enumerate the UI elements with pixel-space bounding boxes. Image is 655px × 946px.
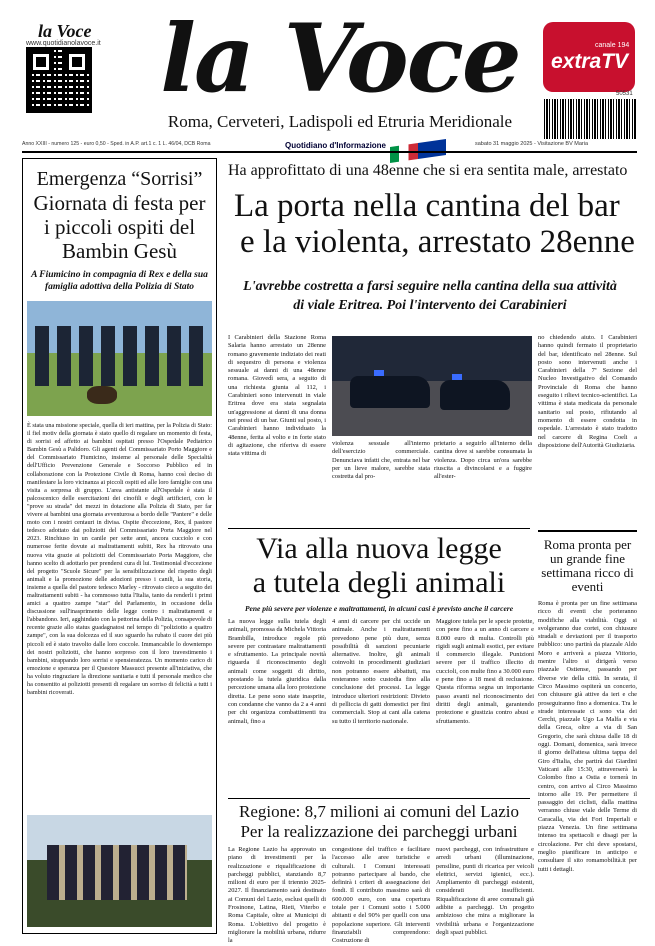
bottom-headline-line1: Regione: 8,7 milioni ai comuni del Lazio (239, 802, 519, 821)
tv-logo (543, 22, 635, 92)
logo-small: la Voce (38, 21, 92, 41)
top-col2: violenza sessuale all'interno dell'esercizio commerciale. Denunciava infatti che, entrata nel bar per un lieve malore, sarebbe stata costretta dal pro- (332, 440, 430, 481)
qr-code-icon (26, 47, 92, 113)
mid-subhead: Pene più severe per violenze e maltrattamenti, in alcuni casi è previsto anche il carcere (244, 604, 514, 613)
mid-col3: Maggiore tutela per le specie protette, con pene fino a un anno di carcere e 8.000 euro di multa. Controlli più rigidi sugli animali esotici, per evitare il commercio illegale. Punizioni severe per il traffico illecito di cuccioli, con multe fino a 30.000 euro e pene fino a 18 mesi di reclusione. Questa riforma segna un importante passo avanti nel riconoscimento dei diritti degli animali, garantendo protezione e giustizia contro abusi e sfruttamento. (436, 618, 534, 725)
right-body: Roma è pronta per un fine settimana ricco di eventi che porteranno modifiche alla viabilità. Oggi si svolgeranno due cortei, con chiusure stradali e deviazioni per il trasporto pubblico: uno partirà da piazzale Aldo Moro e arriverà a piazza Vittorio, mentre l'altro si dirigerà verso piazzale Ostiense, passando per diverse vie della città. In serata, il Circo Massimo ospiterà un concerto, con chiusure già attive da ieri e che proseguiranno fino a domenica. Tra le strade interessate ci sono via dei Cerchi, piazzale Ugo La Malfa e via della Greca, oltre a via di San Gregorio, che sarà chiusa dalle 18 di oggi. Domani, domenica, sarà invece il giorno dell'attesa ultima tappa del Giro d'Italia, che partirà dai Giardini Vaticani alle 15:30, attraverserà la Colombo fino a Ostia e tornerà in centro, con arrivo al Circo Massimo intorno alle 19. Per permettere il passaggio dei ciclisti, dalla mattina verranno chiuse viale delle Terme di Caracalla, via dei Fori Imperiali e piazza Venezia. Un fine settimana intenso tra spettacoli e disagi per la circolazione. Per chi deve spostarsi, meglio pianificare in anticipo e consultare il sito romamobilità.it per tutti i dettagli. (538, 600, 637, 873)
website[interactable]: www.quotidianolavoce.it (26, 40, 101, 47)
flags-icon (390, 139, 446, 161)
mid-col2: 4 anni di carcere per chi uccide un animale. Anche i maltrattamenti prevedono pene più dure, senza possibilità di sanzioni pecuniarie alternative. Inoltre, gli animali coinvolti in procedimenti giudiziari non potranno essere abbattuti, ma resteranno sotto custodia fino alla conclusione dei processi. La legge introduce ulteriori restrizioni: Divieto di pelliccia di gatti domestici per fini commerciali. Stop ai cani alla catena su tutto il territorio nazionale. (332, 618, 430, 725)
bottom-headline-line2: Per la realizzazione dei parcheggi urbani (240, 822, 518, 841)
tv-channel: canale 194 (595, 42, 630, 49)
barcode-icon (544, 99, 636, 139)
bottom-col1: La Regione Lazio ha approvato un piano di investimenti per la realizzazione e riqualificazione di parcheggi pubblici, stanziando 8,7 milioni di euro per il triennio 2025-2027. Il finanziamento sarà destinato ai Comuni del Lazio, esclusi quelli di Frosinone, Latina, Rieti, Viterbo e Roma Capitale, oltre ai Municipi di Roma. L'obiettivo del progetto è migliorare la mobilità urbana, ridurre la (228, 846, 326, 945)
left-bottom-photo (27, 815, 212, 927)
tv-logo-text: extraTV (551, 50, 629, 73)
mid-col1: La nuova legge sulla tutela degli animali, promossa da Michela Vittoria Brambilla, introduce regole più severe per contrastare maltrattamenti e sfruttamento. La principale novità riguarda il riconoscimento degli animali come soggetti di diritto, spostando la tutela giuridica dalla percezione umana alla loro protezione diretta. Le pene sono state inasprite, con condanne che vanno da 2 a 4 anni per chi organizza combattimenti tra animali, fino a (228, 618, 326, 725)
tagline: Roma, Cerveteri, Ladispoli ed Etruria Meridionale (167, 112, 513, 131)
left-story (22, 158, 217, 934)
barcode-number: 50531 (616, 91, 633, 97)
top-col3: prietario a seguirlo all'interno della cantina dove si sarebbe consumata la violenza. Dopo circa un'ora sarebbe riuscita a divincolarsi e a fuggire all'ester- (434, 440, 532, 481)
masthead-title: la Voce (160, 4, 520, 114)
carabinieri-photo (332, 336, 532, 436)
top-headline-line2: e la violenta, arrestato 28enne (240, 224, 635, 260)
bottom-col3: nuovi parcheggi, con infrastrutture e arredi urbani (illuminazione, pensiline, punti di ricarica per veicoli elettrici, servizi igienici, ecc.). Ampliamento di parcheggi esistenti, considerati insufficienti. Riqualificazione di aree comunali già adibite a parcheggi. Un progetto ambizioso che mira a migliorare la vivibilità urbana e l'organizzazione degli spazi pubblici. (436, 846, 534, 936)
top-headline-line1: La porta nella cantina del bar (234, 188, 620, 224)
newspaper-type: Quotidiano d'Informazione (285, 141, 387, 150)
top-col1: I Carabinieri della Stazione Roma Salaria hanno arrestato un 28enne romano gravemente indiziato dei reati di sequestro di persona e violenza sessuale ai danni di una 48enne romana. Giovedì sera, a seguito di una richiesta giunta al 112, i Carabinieri sono intervenuti in viale Eritrea dove era stata segnalata un'aggressione ai danni di una donna nei pressi di un bar. Giunti sul posto, i Carabinieri hanno individuato la 48enne, ferita al volto e in forte stato di agitazione, che riferiva di essere stata vittima di (228, 334, 326, 458)
right-story (538, 530, 637, 934)
left-body: È stata una missione speciale, quella di ieri mattina, per la Polizia di Stato: il fiel motiv della giornata è stato quello di regalare un momento di festa, di sorrisi ed affetto ai bambini ospitati presso l'Ospedale Pediatrico Bambin Gesù a Palidoro. Gli agenti del Commissariato Porto Maggiore e del Commissariato Fiumicino, insieme al personale delle Specialità dell'Ufficio Prevenzione Generale e Soccorso Pubblico ed in collaborazione con la Protezione Civile di Roma, hanno così deciso di manifestare la loro vicinanza ai piccoli ospiti ed alle loro famiglie con una visita a sorpresa di gruppo. L'area antistante all'Ospedale è stata il palcoscenico delle esercitazioni dei cinofili e degli artificieri, con le "prove su strada" dei mezzi in dotazione alla Polizia di Stato, per far vivere ai bambini una giornata avventurosa a bordo delle "Pantere" e delle moto con i nostri centauri in divisa. Ospite d'eccezione, Rex, il pastore tedesco adottato dai poliziotti del Commissariato Porta Maggiore nel 2023. Rinchiuso in un canile per sette anni, ancora cucciolo e con numerose ferite dovute ai maltrattamenti subiti, Rex ha ritrovato una nuova vita grazie ai poliziotti del Commissariato Porta Maggiore, che hanno scelto di adottarlo per prendersi cura di lui. Testimonial d'eccezione del progetto "Scuole Sicure" per la sensibilizzazione del rispetto degli animali e la promozione delle adozioni presso i canili, la sua storia, insieme a quella del pastore tedesco Marley - ritrovato cieco a seguito dei maltrattamenti subiti - ha commosso tutta l'Italia, tanto da renderli i primi amici a quattro zampe "star" del Parlamento, in occasione della discussione sull'inasprimento delle legge contro i maltrattamenti e l'abbandono. Ieri, agghindato con la pettorina della Polizia, consapevole di recente grazie allo status guadagnatosi nel tempo di "poliziotto a quattro zampe", con la sua dolcezza ed il suo sguardo ha rubato il cuore dei più piccoli ed è stato travolto dalle loro coccole. Immancabile lo downtempo dei nostri poliziotti, che hanno sorpreso con il loro travestimento i bambini, strappando loro sorrisi e spensieratezza. Un momento carico di emozione e speranza per il Questore Massucci presente all'iniziativa, che ha voluto ringraziare la direzione sanitaria e tutti il personale medico che ha consentito ai poliziotti presenti di regalare un sorriso di felicità a tutti i bambini ricoverati. (27, 422, 212, 697)
police-photo (27, 301, 212, 416)
top-kicker: Ha approfittato di una 48enne che si era sentita male, arrestato (228, 162, 628, 179)
edition-info: Anno XXIII - numero 125 - euro 0,50 - Sped. in A.P. art.1 c. 1 L. 46/04, DCB Roma (22, 141, 211, 147)
left-subhead: A Fiumicino in compagnia di Rex e della sua famiglia adottiva della Polizia di Stato (31, 270, 208, 292)
top-col4: no chiedendo aiuto. I Carabinieri hanno quindi fermato il proprietario del bar, identificato nel 28enne. Sul posto sono intervenuti anche i Carabinieri della 7ª Sezione del Nucleo Investigativo del Comando Provinciale di Roma che hanno eseguito i rilievi tecnico-scientifici. La vittima è stata medicata da personale sanitario sul posto, rifiutando al momento di essere condotta in ospedale. L'arrestato è stato tradotto nel carcere di Regina Coeli a disposizione dell'Autorità Giudiziaria. (538, 334, 637, 449)
mid-headline-line1: Via alla nuova legge (256, 532, 502, 565)
date: sabato 31 maggio 2025 - Visitazione BV Maria (475, 141, 589, 147)
top-subhead: L'avrebbe costretta a farsi seguire nella cantina della sua attività di viale Eritrea. Poi l'intervento dei Carabinieri (243, 279, 617, 313)
bottom-col2: congestione del traffico e facilitare l'accesso alle aree turistiche e culturali. I Comuni interessati potranno partecipare al bando, che definirà i criteri di assegnazione dei fondi. Il contributo massimo sarà di 600.000 euro, con una copertura totale per i Comuni sotto i 5.000 abitanti e del 90% per quelli con una popolazione superiore. Gli interventi finanziabili comprendono: Costruzione di (332, 846, 430, 945)
left-headline-line1: Emergenza “Sorrisi” (36, 168, 203, 190)
left-headline: Giornata di festa per i piccoli ospiti del Bambin Gesù (33, 191, 206, 263)
right-headline: Roma pronta per un grande fine settimana ricco di eventi (541, 537, 634, 594)
mid-headline-line2: a tutela degli animali (252, 566, 506, 599)
